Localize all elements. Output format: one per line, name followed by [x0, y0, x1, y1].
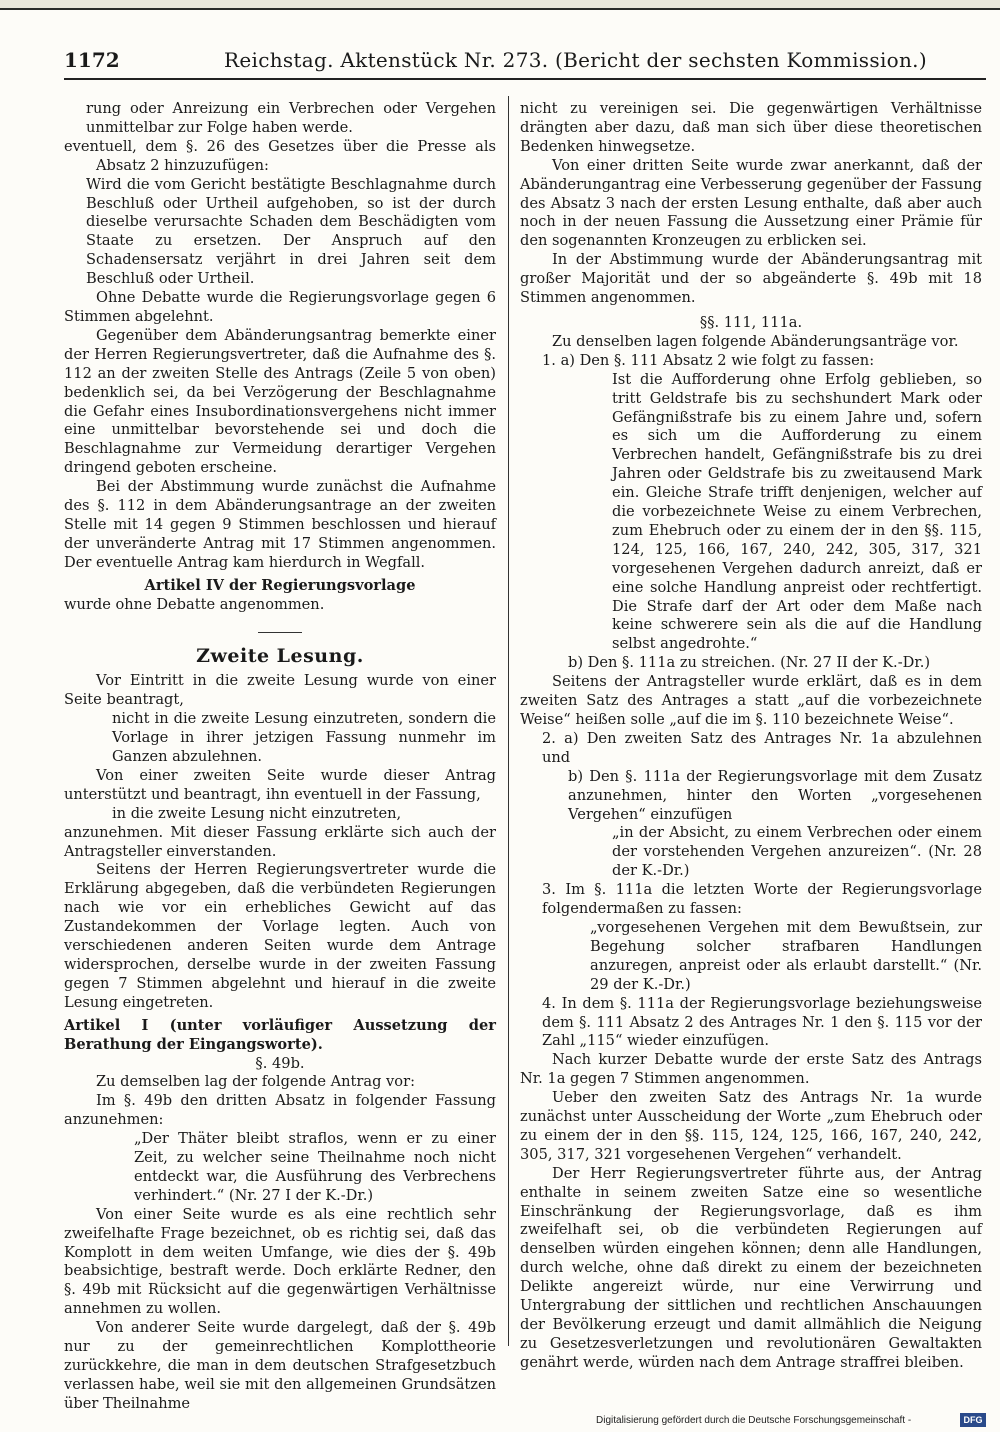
paragraph: In der Abstimmung wurde der Abänderungsantrag mit großer Majorität und der so abgeänderte §. 49b mit 18 Stimmen angenommen.	[520, 251, 982, 307]
left-column	[64, 100, 496, 1414]
paragraph: nicht zu vereinigen sei. Die gegenwärtigen Verhältnisse drängten aber dazu, daß man sich über diese theoretischen Bedenken hinwegsetze.	[520, 100, 982, 155]
paragraph: Bei der Abstimmung wurde zunächst die Aufnahme des §. 112 in dem Abänderungsantrage an der zweiten Stelle mit 14 gegen 9 Stimmen beschlossen und hierauf der unveränderte Antrag mit 17 Stimmen angenommen. Der eventuelle Antrag kam hierdurch in Wegfall.	[64, 478, 496, 571]
list-item: b) Den §. 111a zu streichen. (Nr. 27 II der K.-Dr.)	[568, 654, 931, 672]
quoted-text: „in der Absicht, zu einem Verbrechen oder einem der vorstehenden Vergehen anzureizen“. (Nr. 28 der K.-Dr.)	[612, 824, 982, 880]
paragraph: Von anderer Seite wurde dargelegt, daß der §. 49b nur zu der gemeinrechtlichen Komplottheorie zurückkehre, die man in dem deutschen Strafgesetzbuch verlassen habe, weil sie mit den allgemeinen Grundsätzen über Theilnahme	[64, 1319, 496, 1412]
dfg-logo: DFG	[960, 1413, 986, 1427]
paragraph: Von einer Seite wurde es als eine rechtlich sehr zweifelhafte Frage bezeichnet, ob es richtig sei, daß das Komplott in dem weiten Umfange, wie dies der §. 49b beabsichtige, bestraft werde. Doch erklärte Redner, den §. 49b mit Rücksicht auf die gegenwärtigen Verhältnisse annehmen zu wollen.	[64, 1205, 496, 1318]
article-heading: Artikel IV der Regierungsvorlage	[144, 576, 416, 594]
paragraph: Der Herr Regierungsvertreter führte aus, der Antrag enthalte in seinem zweiten Satze eine so wesentliche Einschränkung der Regierungsvorlage, daß es ihm zweifelhaft sei, ob die verbündeten Regierungen auf denselben würden eingehen können; denn alle Handlungen, durch welche, ohne daß direkt zu einem der bezeichneten Delikte angereizt würde, nur eine Verwirrung und Untergrabung der sittlichen und rechtlichen Anschauungen der Bevölkerung erzeugt und damit allmählich die Neigung zu Gesetzesverletzungen und revolutionären Gewaltakten genährt werde, würden nach dem Antrage straffrei bleiben.	[520, 1164, 982, 1371]
section-title: Zweite Lesung.	[196, 645, 364, 668]
list-item: 3. Im §. 111a die letzten Worte der Regierungsvorlage folgendermaßen zu fassen:	[542, 881, 982, 918]
quoted-text: „vorgesehenen Vergehen mit dem Bewußtsein, zur Begehung solcher strafbaren Handlungen anzuregen, anpreist oder als erlaubt darstellt.“ (Nr. 29 der K.-Dr.)	[590, 918, 982, 993]
section-divider	[258, 632, 302, 633]
page-header	[64, 44, 986, 84]
section-number: §§. 111, 111a.	[699, 313, 803, 331]
paragraph: anzunehmen. Mit dieser Fassung erklärte sich auch der Antragsteller einverstanden.	[64, 823, 496, 860]
quoted-text: Wird die vom Gericht bestätigte Beschlagnahme durch Beschluß oder Urtheil aufgehoben, so ist der durch dieselbe verursachte Schaden dem Beschädigten vom Staate zu ersetzen. Der Anspruch auf den Schadensersatz verjährt in drei Jahren seit dem Beschluß oder Urtheil.	[86, 175, 496, 288]
paragraph: Nach kurzer Debatte wurde der erste Satz des Antrags Nr. 1a gegen 7 Stimmen angenommen.	[520, 1051, 982, 1088]
paragraph: Zu demselben lag der folgende Antrag vor:	[96, 1073, 415, 1091]
paragraph: Seitens der Herren Regierungsvertreter wurde die Erklärung abgegeben, daß die verbündeten Regierungen nach wie vor ein erhebliches Gewicht auf das Zustandekommen der Vorlage legten. Auch von verschiedenen anderen Seiten wurde dem Antrage widersprochen, derselbe wurde in der zweiten Fassung gegen 7 Stimmen abgelehnt und hierauf in die zweite Lesung eingetreten.	[64, 861, 496, 1011]
list-item: 2. a) Den zweiten Satz des Antrages Nr. 1a abzulehnen und	[542, 729, 982, 766]
top-scan-border	[0, 0, 1000, 10]
paragraph: Ueber den zweiten Satz des Antrags Nr. 1a wurde zunächst unter Ausscheidung der Worte „zum Ehebruch oder zu einem der in den §§. 115, 124, 125, 166, 167, 240, 242, 305, 317, 321 vorgesehenen Vergehen“ verhandelt.	[520, 1089, 982, 1163]
column-divider	[508, 96, 509, 1346]
list-item: 4. In dem §. 111a der Regierungsvorlage beziehungsweise dem §. 111 Absatz 2 des Antrages Nr. 1 den §. 115 vor der Zahl „115“ wieder einzufügen.	[542, 994, 982, 1050]
paragraph: Seitens der Antragsteller wurde erklärt, daß es in dem zweiten Satz des Antrages a statt „auf die vorbezeichnete Weise“ heißen solle „auf die im §. 110 bezeichnete Weise“.	[520, 673, 982, 728]
quoted-text: „Der Thäter bleibt straflos, wenn er zu einer Zeit, zu welcher seine Theilnahme noch nicht entdeckt war, die Ausführung des Verbrechens verhindert.“ (Nr. 27 I der K.-Dr.)	[134, 1130, 496, 1204]
running-head: Reichstag. Aktenstück Nr. 273. (Bericht der sechsten Kommission.)	[224, 48, 927, 72]
paragraph: wurde ohne Debatte angenommen.	[64, 595, 325, 613]
quoted-text: in die zweite Lesung nicht einzutreten,	[112, 804, 402, 822]
quoted-text: nicht in die zweite Lesung einzutreten, sondern die Vorlage in ihrer jetzigen Fassung nunmehr im Ganzen abzulehnen.	[112, 710, 496, 765]
list-item: 1. a) Den §. 111 Absatz 2 wie folgt zu fassen:	[542, 351, 875, 369]
paragraph: Von einer zweiten Seite wurde dieser Antrag unterstützt und beantragt, ihn eventuell in der Fassung,	[64, 766, 496, 803]
paragraph: Gegenüber dem Abänderungsantrag bemerkte einer der Herren Regierungsvertreter, daß die Aufnahme des §. 112 an der zweiten Stelle des Antrags (Zeile 5 von oben) bedenklich sei, da bei Verzögerung der Beschlagnahme die Gefahr eines Insubordinationsvergehens nicht immer eine unmittelbar bevorstehende sei und doch die Beschlagnahme zur Vermeidung derartiger Vergehen dringend geboten erscheine.	[64, 326, 496, 477]
digitization-footer	[596, 1413, 986, 1429]
page-number: 1172	[64, 48, 120, 72]
paragraph: Im §. 49b den dritten Absatz in folgender Fassung anzunehmen:	[64, 1092, 496, 1129]
right-column	[520, 100, 982, 1373]
paragraph: Ohne Debatte wurde die Regierungsvorlage gegen 6 Stimmen abgelehnt.	[64, 289, 496, 325]
footer-text: Digitalisierung gefördert durch die Deutsche Forschungsgemeinschaft -	[596, 1415, 912, 1426]
paragraph: rung oder Anreizung ein Verbrechen oder Vergehen unmittelbar zur Folge haben werde.	[86, 100, 496, 136]
list-item: b) Den §. 111a der Regierungsvorlage mit dem Zusatz anzunehmen, hinter den Worten „vorgesehenen Vergehen“ einzufügen	[568, 767, 982, 823]
paragraph: Zu denselben lagen folgende Abänderungsanträge vor.	[552, 332, 959, 350]
paragraph: eventuell, dem §. 26 des Gesetzes über die Presse als Absatz 2 hinzuzufügen:	[64, 137, 496, 174]
article-heading: Artikel I (unter vorläufiger Aussetzung der Berathung der Eingangsworte).	[64, 1016, 496, 1053]
paragraph: Vor Eintritt in die zweite Lesung wurde von einer Seite beantragt,	[64, 672, 496, 709]
header-rule	[64, 78, 986, 80]
paragraph: Von einer dritten Seite wurde zwar anerkannt, daß der Abänderungantrag eine Verbesserung gegenüber der Fassung des Absatz 3 nach der ersten Lesung enthalte, daß aber auch noch in der neuen Fassung die Aussetzung einer Prämie für den sogenannten Kronzeugen zu erblicken sei.	[520, 156, 982, 250]
section-number: §. 49b.	[255, 1054, 305, 1072]
quoted-text: Ist die Aufforderung ohne Erfolg geblieben, so tritt Geldstrafe bis zu sechshundert Mark oder Gefängnißstrafe bis zu einem Jahre und, sofern es sich um die Aufforderung zu einem Verbrechen handelt, Gefängnißstrafe bis zu drei Jahren oder Geldstrafe bis zu zweitausend Mark ein. Gleiche Strafe trifft denjenigen, welcher auf die vorbezeichnete Weise zu einem Verbrechen, zum Ehebruch oder zu einem der in den §§. 115, 124, 125, 166, 167, 240, 242, 305, 317, 321 vorgesehenen Vergehen dadurch anreizt, daß er eine solche Handlung anpreist oder rechtfertigt. Die Strafe darf der Art oder dem Maße nach keine schwerere sein als die auf die Handlung selbst angedrohte.“	[612, 370, 982, 653]
